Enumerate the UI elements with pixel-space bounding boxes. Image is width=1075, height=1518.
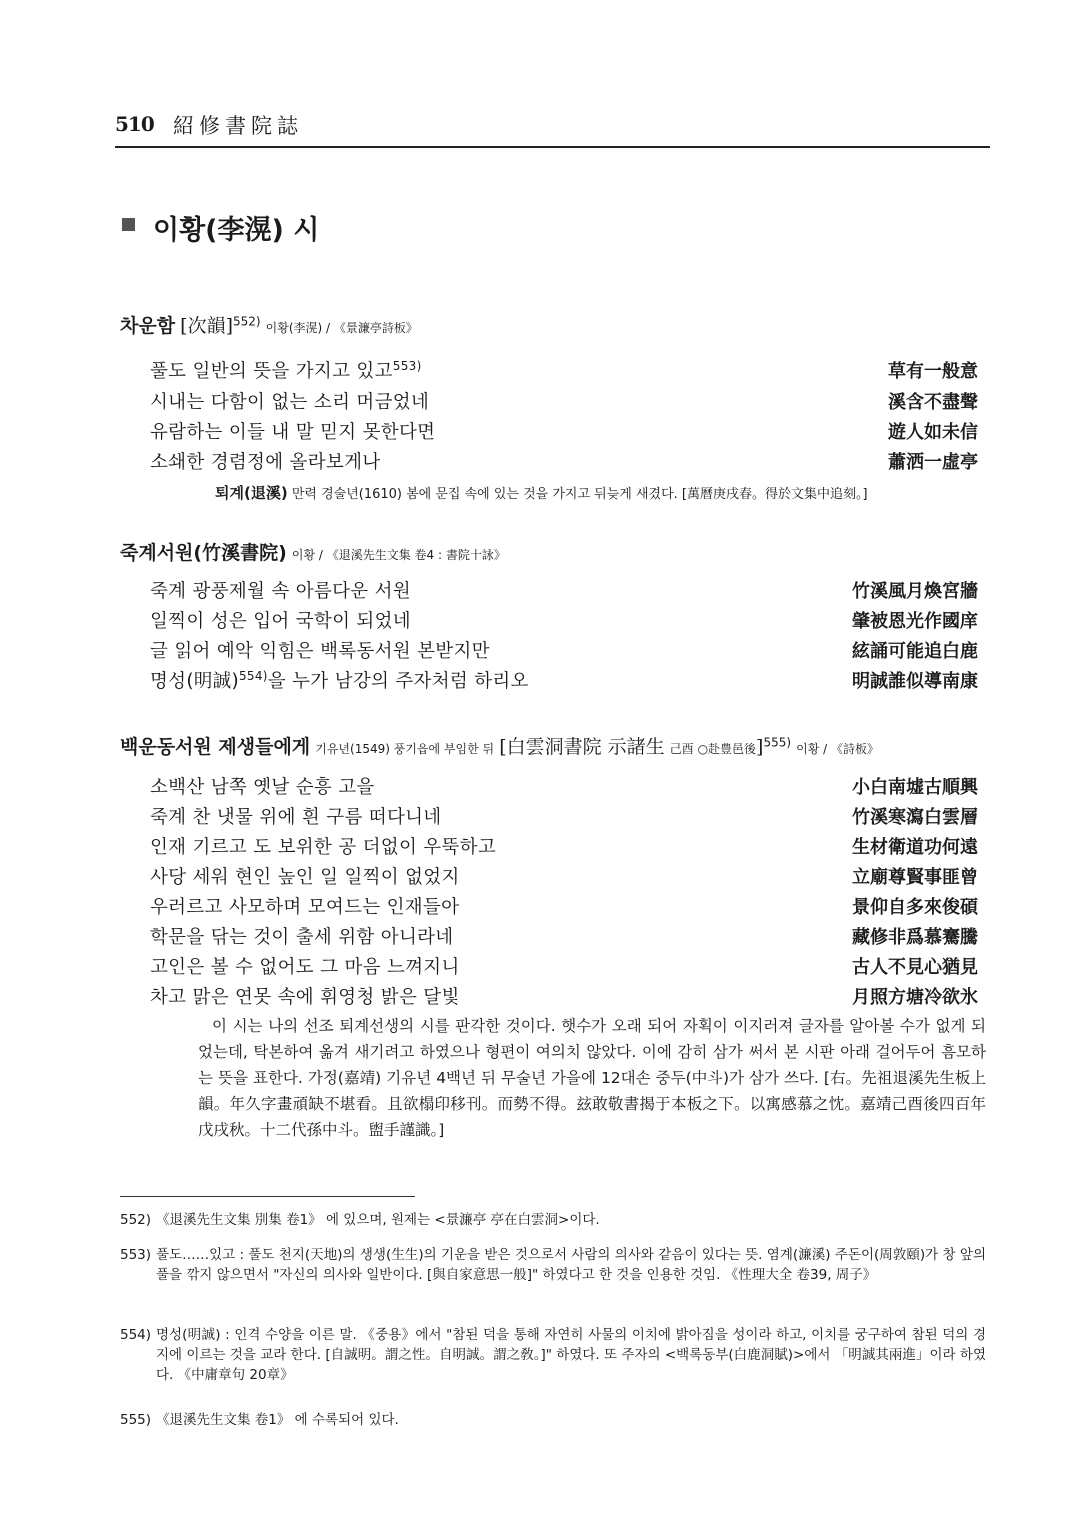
poem-1-heading	[120, 311, 418, 338]
poem-line-zh: 肇被恩光作國庠	[852, 611, 978, 632]
poem-line-ko: 인재 기르고 도 보위한 공 더없이 우뚝하고	[150, 837, 496, 858]
poem-line-zh: 竹溪寒瀉白雲層	[852, 807, 978, 828]
poem-line-zh: 蕭洒一虛亭	[888, 452, 978, 473]
footnote	[120, 1325, 990, 1385]
poem-line-zh: 月照方塘冷欲氷	[852, 987, 978, 1008]
poem-line-ko: 유람하는 이들 내 말 믿지 못한다면	[150, 422, 436, 443]
footnote-number: 552)	[120, 1212, 152, 1228]
poem-title: 차운함	[120, 315, 176, 337]
poem-line-zh: 生材衛道功何遠	[852, 837, 978, 858]
poem-line-ko: 소백산 남쪽 옛날 순흥 고을	[150, 777, 375, 798]
section-title: 이황(李滉) 시	[153, 215, 320, 246]
poem-line-zh: 藏修非爲慕騫騰	[852, 927, 978, 948]
poem-3-heading: 백운동서원 제생들에게 기유년(1549) 풍기읍에 부임한 뒤 [白雲洞書院 示諸生 己酉 ○赴豊邑後]$^{555)}$ 이황 / 《詩板》	[120, 735, 880, 758]
poem-line-ko: 고인은 볼 수 없어도 그 마음 느껴지니	[150, 957, 460, 978]
note-author: 퇴계(退溪)	[215, 484, 288, 502]
poem-line-zh: 草有一般意	[888, 361, 978, 382]
note-text: 만력 경술년(1610) 봄에 문집 속에 있는 것을 가지고 뒤늦게 새겼다. [萬曆庚戌春。得於文集中追刻。]	[291, 487, 868, 502]
footnote	[120, 1210, 990, 1230]
poem-line-zh: 立廟尊賢事匪曾	[852, 867, 978, 888]
footnote-text: 《退溪先生文集 別集 卷1》 에 있으며, 원제는 <景濂亭 亭在白雲洞>이다.	[156, 1212, 600, 1228]
poem-title-hanja: [次韻]	[180, 315, 233, 337]
book-title: 紹修書院誌	[173, 114, 303, 138]
footnote-divider	[120, 1196, 415, 1197]
poem-line-zh: 溪含不盡聲	[888, 392, 978, 413]
poem-line-zh: 景仰自多來俊碩	[852, 897, 978, 918]
poem-line-zh: 明誠誰似導南康	[852, 671, 978, 692]
poem-line-ko: 사당 세워 현인 높인 일 일찍이 없었지	[150, 867, 460, 888]
poem-line-zh: 遊人如未信	[888, 422, 978, 443]
footnote-ref: 553)	[392, 358, 422, 373]
poem-line-ko: 풀도 일반의 뜻을 가지고 있고$^{553)}$	[150, 358, 422, 382]
poem-title: 백운동서원 제생들에게	[120, 736, 311, 758]
poem-attribution: 이황(李滉) / 《景濂亭詩板》	[265, 321, 418, 335]
footnote-text: 《退溪先生文集 卷1》 에 수록되어 있다.	[156, 1412, 399, 1428]
poem-line-ko: 시내는 다함이 없는 소리 머금었네	[150, 392, 430, 413]
square-bullet-icon	[122, 218, 135, 231]
footnote-ref: 554)	[238, 668, 268, 683]
footnote	[120, 1410, 990, 1430]
poem-line-ko: 소쇄한 경렴정에 올라보게나	[150, 452, 381, 473]
page-number: 510	[115, 112, 154, 136]
poem-note	[215, 482, 868, 503]
poem-title: 죽계서원(竹溪書院)	[120, 542, 287, 564]
footnote-ref: 552)	[232, 314, 261, 329]
footnote-number: 555)	[120, 1412, 152, 1428]
page-header	[115, 112, 990, 148]
footnote-number: 554)	[120, 1327, 152, 1343]
poem-attribution: 이황 / 《退溪先生文集 卷4 : 書院十詠》	[291, 548, 506, 562]
poem-line-zh: 古人不見心猶見	[852, 957, 978, 978]
footnote-text: 풀도……있고 : 풀도 천지(天地)의 생생(生生)의 기운을 받은 것으로서 사람의 의사와 같음이 있다는 뜻. 염계(濂溪) 주돈이(周敦頤)가 창 앞의 풀을 깎지 않으면서 "자신의 의사와 일반이다. [與自家意思一般]" 하였다고 한 것을 인용한 것임. 《性理大全 卷39, 周子》	[156, 1247, 986, 1283]
footnote	[120, 1245, 990, 1285]
footnote-ref: 555)	[763, 735, 792, 750]
poem-line-zh: 竹溪風月煥宮牆	[852, 581, 978, 602]
poem-line-ko: 우러르고 사모하며 모여드는 인재들아	[150, 897, 460, 918]
poem-subtitle: 기유년(1549) 풍기읍에 부임한 뒤	[315, 742, 495, 756]
poem-2-heading	[120, 538, 506, 565]
footnote-text: 명성(明誠) : 인격 수양을 이른 말. 《중용》에서 "참된 덕을 통해 자연히 사물의 이치에 밝아짐을 성이라 하고, 이치를 궁구하여 참된 덕의 경지에 이르는 것을 교라 한다. [自誠明。謂之性。自明誠。謂之敎。]" 하였다. 또 주자의 <백록동부(白鹿洞賦)>에서 「明誠其兩進」이라 하였다. 《中庸章句 20章》	[156, 1327, 986, 1383]
footnote-number: 553)	[120, 1247, 152, 1263]
poem-line-zh: 小白南墟古順興	[852, 777, 978, 798]
poem-attribution: 이황 / 《詩板》	[796, 742, 880, 756]
poem-line-ko: 차고 맑은 연못 속에 휘영청 밝은 달빛	[150, 987, 460, 1008]
poem-line-ko: 죽계 광풍제월 속 아름다운 서원	[150, 581, 411, 602]
poem-title-hanja: [白雲洞書院 示諸生	[499, 736, 665, 758]
poem-postscript: 이 시는 나의 선조 퇴계선생의 시를 판각한 것이다. 햇수가 오래 되어 자획이 이지러져 글자를 알아볼 수가 없게 되었는데, 탁본하여 옮겨 새기려고 하였으나 형편이 여의치 않았다. 이에 감히 삼가 써서 본 시판 아래 걸어두어 흠모하는 뜻을 표한다. 가정(嘉靖) 기유년 4백년 뒤 무술년 가을에 12대손 중두(中斗)가 삼가 쓰다. [右。先祖退溪先生板上韻。年久字畫頑缺不堪看。且欲榻印移刊。而勢不得。玆敢敬書揭于本板之下。以寓感慕之忱。嘉靖己酉後四百年戊戌秋。十二代孫中斗。盥手謹識。]	[198, 1017, 986, 1139]
poem-title-hanja-small: 己酉 ○赴豊邑後	[669, 742, 757, 756]
poem-line-ko: 글 읽어 예악 익힘은 백록동서원 본받지만	[150, 641, 490, 662]
poem-line-ko: 죽계 찬 냇물 위에 흰 구름 떠다니네	[150, 807, 442, 828]
section-heading	[122, 208, 319, 248]
poem-line-ko: 일찍이 성은 입어 국학이 되었네	[150, 611, 411, 632]
poem-line-ko: 명성(明誠)$^{554)}$을 누가 남강의 주자처럼 하리오	[150, 668, 529, 692]
poem-line-ko: 학문을 닦는 것이 출세 위함 아니라네	[150, 927, 454, 948]
poem-line-zh: 絃誦可能追白鹿	[852, 641, 978, 662]
